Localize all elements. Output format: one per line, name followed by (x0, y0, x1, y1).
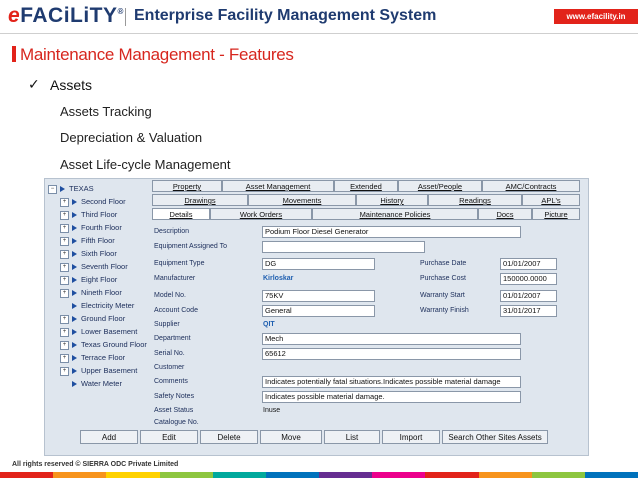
tree-node[interactable] (60, 314, 125, 327)
manufacturer-label: Manufacturer (154, 275, 196, 282)
serial-field[interactable]: 65612 (262, 348, 521, 360)
customer-label: Customer (154, 364, 185, 371)
expand-icon[interactable]: + (60, 315, 69, 324)
website-link[interactable]: www.efacility.in (554, 9, 638, 24)
manufacturer-value: Kirloskar (263, 275, 294, 282)
checkmark-icon: ✓ (28, 77, 40, 93)
arrow-icon (72, 329, 77, 335)
footer-copyright: All rights reserved © SIERRA ODC Private Limited (12, 461, 179, 468)
tree-node-label: Lower Basement (81, 327, 138, 336)
tree-node-label: Fourth Floor (81, 223, 122, 232)
tree-node-label: Terrace Floor (81, 353, 126, 362)
expand-icon[interactable]: + (60, 354, 69, 363)
expand-icon[interactable]: + (60, 211, 69, 220)
edit-button[interactable]: Edit (140, 430, 198, 444)
tab-asset-people[interactable]: Asset/People (398, 180, 482, 192)
tree-node[interactable] (60, 301, 134, 314)
header (0, 0, 638, 34)
tab-maintenance-policies[interactable]: Maintenance Policies (312, 208, 478, 220)
collapse-icon[interactable]: − (48, 185, 57, 194)
arrow-icon (72, 251, 77, 257)
tree-node-label: Eight Floor (81, 275, 118, 284)
arrow-icon (72, 368, 77, 374)
tab-amc-contracts[interactable]: AMC/Contracts (482, 180, 580, 192)
arrow-icon (72, 290, 77, 296)
footer-strip-segment (266, 472, 320, 478)
expand-icon[interactable]: + (60, 198, 69, 207)
header-rule (0, 33, 638, 34)
tree-node[interactable] (60, 366, 137, 379)
footer-strip-segment (532, 472, 586, 478)
arrow-icon (72, 277, 77, 283)
safety-notes-label: Safety Notes (154, 393, 195, 400)
catalogue-label: Catalogue No. (154, 419, 199, 426)
comments-field[interactable]: Indicates potentially fatal situations.Indicates possible material damage (262, 376, 521, 388)
tab-work-orders[interactable]: Work Orders (210, 208, 312, 220)
arrow-icon (72, 355, 77, 361)
move-button[interactable]: Move (260, 430, 322, 444)
arrow-icon (72, 212, 77, 218)
subitem-lifecycle: Asset Life-cycle Management (60, 157, 231, 172)
header-divider (125, 8, 126, 26)
footer-strip-segment (0, 472, 54, 478)
footer-strip-segment (479, 472, 533, 478)
footer-strip-segment (425, 472, 479, 478)
expand-icon[interactable]: + (60, 367, 69, 376)
equipment-type-field[interactable]: DG (262, 258, 375, 270)
arrow-icon (60, 186, 65, 192)
department-label: Department (154, 335, 191, 342)
tree-node[interactable] (60, 223, 122, 236)
tree-node-label: Water Meter (81, 379, 122, 388)
model-field[interactable]: 75KV (262, 290, 375, 302)
tree-node[interactable] (60, 275, 117, 288)
tree-node[interactable] (60, 197, 126, 210)
expand-icon[interactable]: + (60, 263, 69, 272)
expand-icon[interactable]: + (60, 276, 69, 285)
tree-node[interactable] (60, 340, 147, 353)
footer-strip-segment (213, 472, 267, 478)
expand-icon[interactable]: + (60, 237, 69, 246)
arrow-icon (72, 199, 77, 205)
delete-button[interactable]: Delete (200, 430, 258, 444)
asset-status-label: Asset Status (154, 407, 194, 414)
search-other-sites-button[interactable]: Search Other Sites Assets (442, 430, 548, 444)
arrow-icon (72, 381, 77, 387)
header-title: Enterprise Facility Management System (134, 7, 437, 24)
footer-strip-segment (319, 472, 373, 478)
footer-strip-segment (160, 472, 214, 478)
arrow-icon (72, 342, 77, 348)
purchase-date-field[interactable]: 01/01/2007 (500, 258, 557, 270)
list-button[interactable]: List (324, 430, 380, 444)
tab-docs[interactable]: Docs (478, 208, 532, 220)
footer-strip-segment (372, 472, 426, 478)
warranty-finish-field[interactable]: 31/01/2017 (500, 305, 557, 317)
assigned-field[interactable] (262, 241, 425, 253)
purchase-cost-field[interactable]: 150000.0000 (500, 273, 557, 285)
arrow-icon (72, 264, 77, 270)
account-code-label: Account Code (154, 307, 198, 314)
expand-icon[interactable]: + (60, 250, 69, 259)
tree-node[interactable] (60, 379, 122, 392)
comments-label: Comments (154, 378, 188, 385)
section-title: Maintenance Management - Features (20, 45, 294, 64)
description-field[interactable]: Podium Floor Diesel Generator (262, 226, 521, 238)
tree-node-label: Sixth Floor (81, 249, 117, 258)
equipment-type-label: Equipment Type (154, 260, 205, 267)
tree-node[interactable] (60, 210, 117, 223)
warranty-start-field[interactable]: 01/01/2007 (500, 290, 557, 302)
footer-strip-segment (585, 472, 638, 478)
expand-icon[interactable]: + (60, 289, 69, 298)
import-button[interactable]: Import (382, 430, 440, 444)
tree-node-label: Nineth Floor (81, 288, 122, 297)
supplier-value: QIT (263, 321, 275, 328)
efacility-logo[interactable]: eFACiLiTY® (8, 4, 124, 27)
arrow-icon (72, 303, 77, 309)
tree-node-label: Upper Basement (81, 366, 138, 375)
tree-node-label: Third Floor (81, 210, 118, 219)
expand-icon[interactable]: + (60, 341, 69, 350)
tab-property[interactable]: Property (152, 180, 222, 192)
footer-strip-segment (106, 472, 160, 478)
tab-apls[interactable]: APL's (522, 194, 580, 206)
tab-drawings[interactable]: Drawings (152, 194, 248, 206)
asset-status-value: Inuse (263, 407, 281, 414)
tree-node[interactable] (60, 249, 117, 262)
purchase-cost-label: Purchase Cost (420, 275, 466, 282)
tab-asset-management[interactable]: Asset Management (222, 180, 334, 192)
tree-node-label: Fifth Floor (81, 236, 115, 245)
arrow-icon (72, 316, 77, 322)
subitem-depreciation: Depreciation & Valuation (60, 130, 203, 145)
purchase-date-label: Purchase Date (420, 260, 467, 267)
tree-node[interactable] (60, 353, 125, 366)
tree-node-label: Second Floor (81, 197, 126, 206)
warranty-finish-label: Warranty Finish (420, 307, 469, 314)
tree-root[interactable]: − TEXAS (48, 184, 94, 197)
tab-extended[interactable]: Extended (334, 180, 398, 192)
tree-node[interactable] (60, 236, 115, 249)
expand-icon[interactable]: + (60, 328, 69, 337)
serial-label: Serial No. (154, 350, 185, 357)
section-accent-bar (12, 46, 16, 62)
department-field[interactable]: Mech (262, 333, 521, 345)
account-code-field[interactable]: General (262, 305, 375, 317)
tab-movements[interactable]: Movements (248, 194, 356, 206)
tree-node-label: Seventh Floor (81, 262, 128, 271)
supplier-label: Supplier (154, 321, 180, 328)
arrow-icon (72, 238, 77, 244)
tab-readings[interactable]: Readings (428, 194, 522, 206)
arrow-icon (72, 225, 77, 231)
description-label: Description (154, 228, 190, 235)
footer-color-strip (0, 472, 638, 478)
tab-picture[interactable]: Picture (532, 208, 580, 220)
subitem-assets-tracking: Assets Tracking (60, 104, 152, 119)
tab-details[interactable]: Details (152, 208, 210, 220)
footer-strip-segment (53, 472, 107, 478)
add-button[interactable]: Add (80, 430, 138, 444)
safety-notes-field[interactable]: Indicates possible material damage. (262, 391, 521, 403)
assigned-label: Equipment Assigned To (154, 243, 228, 250)
tab-history[interactable]: History (356, 194, 428, 206)
warranty-start-label: Warranty Start (420, 292, 465, 299)
tree-node-label: Texas Ground Floor (81, 340, 147, 349)
model-label: Model No. (154, 292, 186, 299)
bullet-assets: Assets (50, 77, 93, 93)
tree-node[interactable] (60, 288, 122, 301)
expand-icon[interactable]: + (60, 224, 69, 233)
tree-node-label: Ground Floor (81, 314, 126, 323)
tree-node[interactable] (60, 262, 128, 275)
tree-node-label: Electricity Meter (81, 301, 135, 310)
tree-node[interactable] (60, 327, 137, 340)
